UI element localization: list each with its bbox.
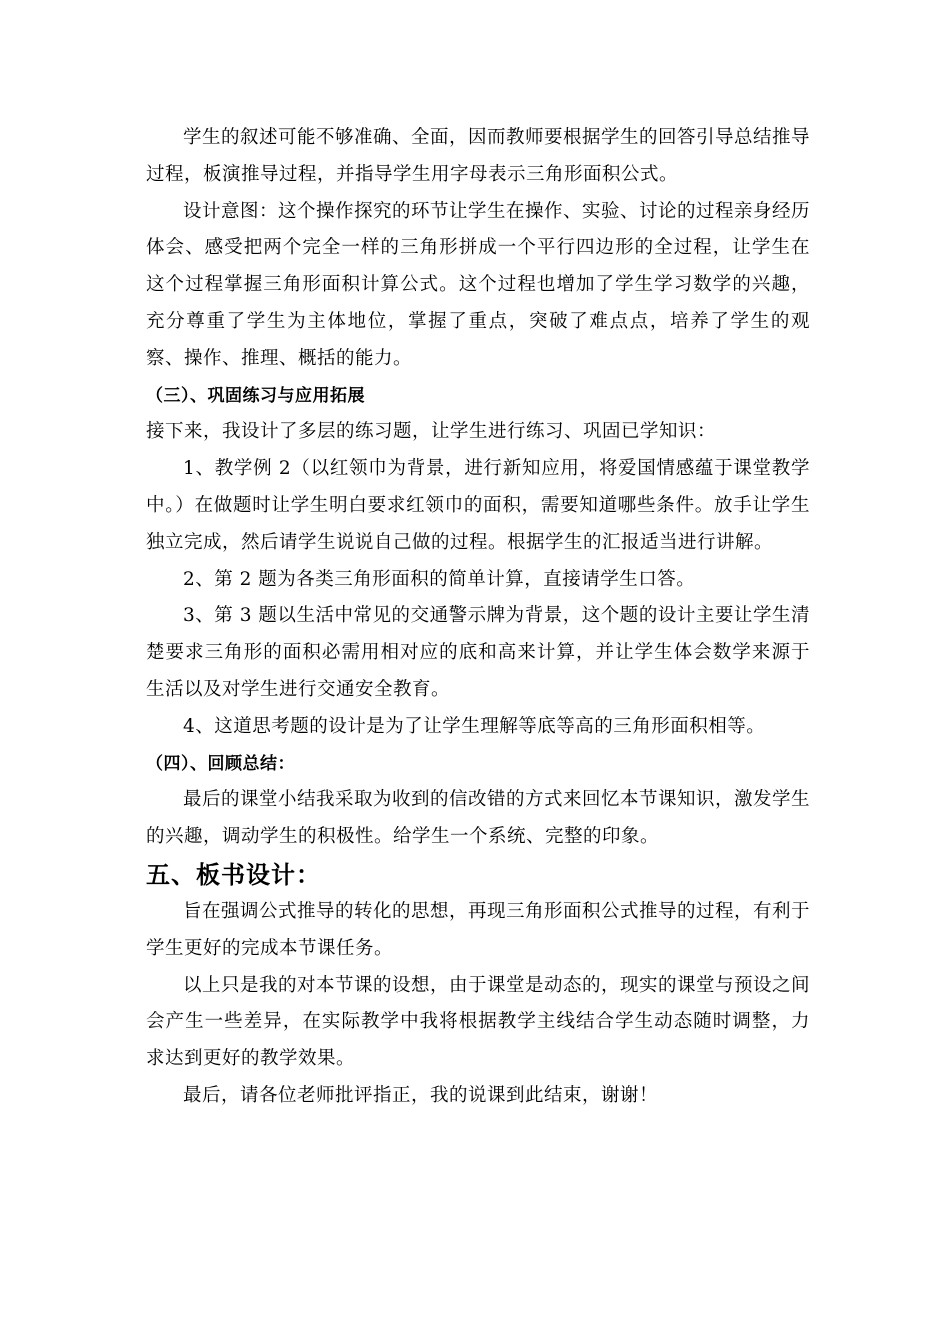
paragraph-closing: 最后，请各位老师批评指正，我的说课到此结束，谢谢！: [183, 1084, 659, 1106]
section-heading-blackboard-design: 五、板书设计：: [146, 860, 321, 889]
paragraph-practice-intro: 接下来，我设计了多层的练习题，让学生进行练习、巩固已学知识：: [146, 421, 717, 443]
practice-item-1: 1、教学例 2（以红领巾为背景，进行新知应用，将爱国情感蕴于课堂教学中。）在做题时让学生明白要求红领巾的面积，需要知道哪些条件。放手让学生独立完成，然后请学生说说自己做的过程。根据学生的汇报适当进行讲解。: [146, 458, 810, 553]
paragraph-lesson-reflection: 以上只是我的对本节课的设想，由于课堂是动态的，现实的课堂与预设之间会产生一些差异，在实际教学中我将根据教学主线结合学生动态随时调整，力求达到更好的教学效果。: [146, 974, 811, 1070]
paragraph-design-intent: 设计意图：这个操作探究的环节让学生在操作、实验、讨论的过程亲身经历体会、感受把两个完全一样的三角形拼成一个平行四边形的全过程，让学生在这个过程掌握三角形面积计算公式。这个过程也增加了学生学习数学的兴趣，充分尊重了学生为主体地位，掌握了重点，突破了难点点，培养了学生的观察、操作、推理、概括的能力。: [146, 200, 811, 369]
paragraph-blackboard-purpose: 旨在强调公式推导的转化的思想，再现三角形面积公式推导的过程，有利于学生更好的完成本节课任务。: [146, 900, 811, 959]
section-heading-practice: （三）、巩固练习与应用拓展: [146, 385, 365, 406]
paragraph-student-narration: 学生的叙述可能不够准确、全面，因而教师要根据学生的回答引导总结推导过程，板演推导过程，并指导学生用字母表示三角形面积公式。: [146, 127, 811, 185]
document-body: [146, 120, 810, 1115]
practice-item-3: 3、第 3 题以生活中常见的交通警示牌为背景，这个题的设计主要让学生清楚要求三角形的面积必需用相对应的底和高来计算，并让学生体会数学来源于生活以及对学生进行交通安全教育。: [146, 605, 810, 700]
practice-item-2: 2、第 2 题为各类三角形面积的简单计算，直接请学生口答。: [183, 568, 696, 590]
paragraph-review-summary: 最后的课堂小结我采取为收到的信改错的方式来回忆本节课知识，激发学生的兴趣，调动学生的积极性。给学生一个系统、完整的印象。: [146, 789, 811, 848]
practice-item-4: 4、这道思考题的设计是为了让学生理解等底等高的三角形面积相等。: [183, 715, 766, 737]
section-heading-review: （四）、回顾总结：: [146, 753, 295, 774]
